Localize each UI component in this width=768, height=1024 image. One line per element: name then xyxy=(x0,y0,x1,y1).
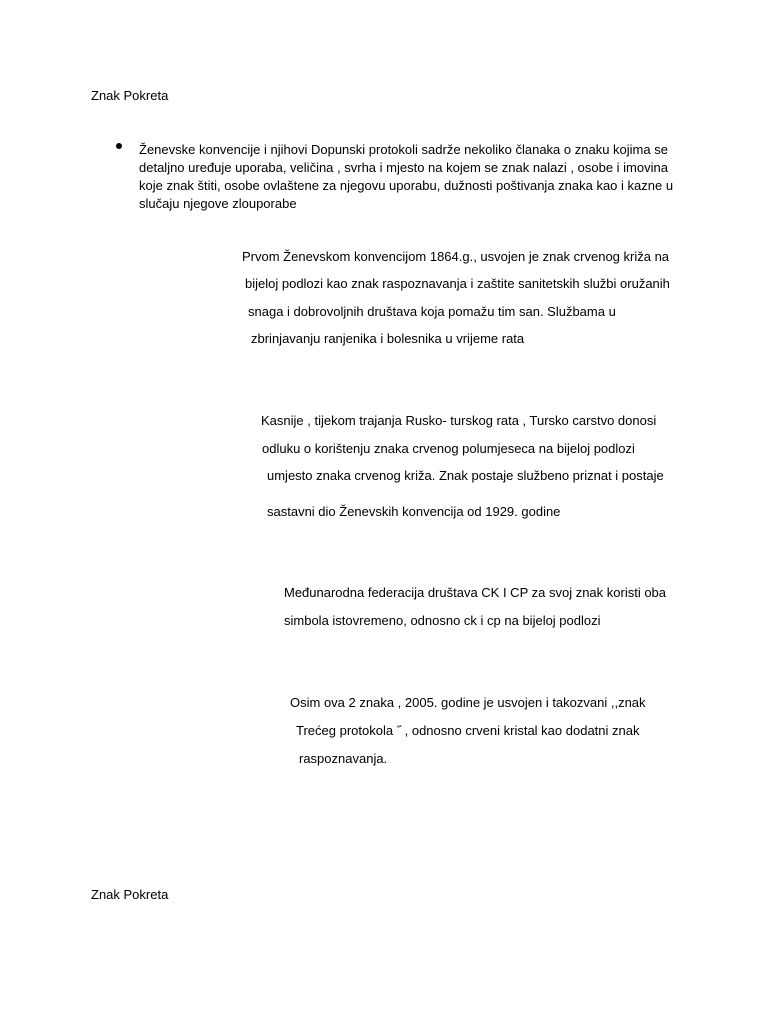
paragraph2-line-3: umjesto znaka crvenog križa. Znak postaje službeno priznat i postaje xyxy=(267,468,664,483)
paragraph4-line-1: Osim ova 2 znaka , 2005. godine je usvojen i takozvani ,,znak xyxy=(290,695,646,710)
paragraph3-line-1: Međunarodna federacija društava CK I CP za svoj znak koristi oba xyxy=(284,585,667,600)
footer-title: Znak Pokreta xyxy=(91,887,169,902)
paragraph1-line-2: bijeloj podlozi kao znak raspoznavanja i zaštite sanitetskih službi oružanih xyxy=(245,276,670,291)
header-title: Znak Pokreta xyxy=(91,88,169,103)
paragraph3-line-2: simbola istovremeno, odnosno ck i cp na bijeloj podlozi xyxy=(284,613,601,628)
bullet-line-2: detaljno uređuje uporaba, veličina , svrha i mjesto na kojem se znak nalazi , osobe i imovina xyxy=(139,160,668,175)
bullet-point-icon xyxy=(116,143,122,149)
paragraph1-line-4: zbrinjavanju ranjenika i bolesnika u vrijeme rata xyxy=(251,331,525,346)
paragraph4-line-3: raspoznavanja. xyxy=(299,751,388,766)
bullet-line-3: koje znak štiti, osobe ovlaštene za njegovu uporabu, dužnosti poštivanja znaka kao i kazne u xyxy=(139,178,674,193)
paragraph1-line-1: Prvom Ženevskom konvencijom 1864.g., usvojen je znak crvenog križa na xyxy=(242,249,670,264)
paragraph2-line-1: Kasnije , tijekom trajanja Rusko- turskog rata , Tursko carstvo donosi xyxy=(261,413,657,428)
paragraph1-line-3: snaga i dobrovoljnih društava koja pomažu tim san. Službama u xyxy=(248,304,616,319)
bullet-line-1: Ženevske konvencije i njihovi Dopunski protokoli sadrže nekoliko članaka o znaku kojima se xyxy=(139,142,668,157)
paragraph2-line-4: sastavni dio Ženevskih konvencija od 1929. godine xyxy=(267,504,561,519)
bullet-line-4: slučaju njegove zlouporabe xyxy=(139,196,297,211)
paragraph4-line-2: Trećeg protokola ˝ , odnosno crveni kristal kao dodatni znak xyxy=(296,723,640,738)
paragraph2-line-2: odluku o korištenju znaka crvenog polumjeseca na bijeloj podlozi xyxy=(262,441,635,456)
